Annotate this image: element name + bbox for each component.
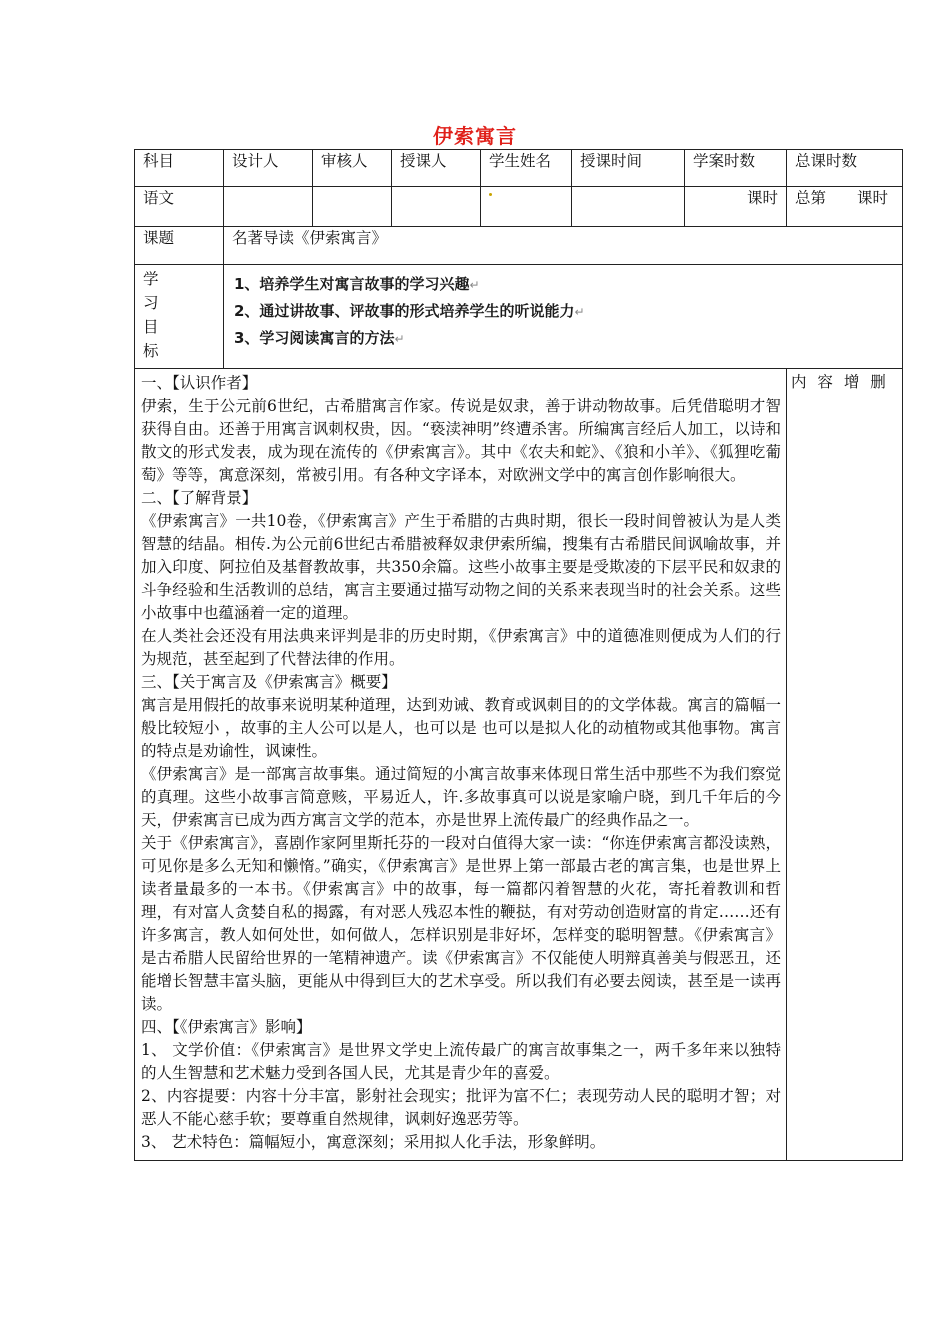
section-paragraph: 伊索，生于公元前6世纪，古希腊寓言作家。传说是奴隶，善于讲动物故事。后凭借聪明才智获得自由。还善于用寓言讽刺权贵，因。“亵渎神明”终遭杀害。所编寓言经后人加工，以诗和散文的形式发表，成为现在流传的《伊索寓言》。其中《农夫和蛇》、《狼和小羊》、《狐狸吃葡萄》等等，寓意深刻，常被引用。有各种文字译本，对欧洲文学中的寓言创作影响很大。 bbox=[141, 397, 781, 484]
topic-label: 课题 bbox=[135, 227, 224, 265]
main-content bbox=[135, 369, 787, 1161]
header-student-name: 学生姓名 bbox=[481, 150, 572, 187]
header-lecturer: 授课人 bbox=[392, 150, 481, 187]
goals-label-char: 标 bbox=[143, 342, 159, 360]
document-title: 伊索寓言 bbox=[433, 124, 517, 148]
goal-item: 1、培养学生对寓言故事的学习兴趣↵ bbox=[234, 275, 480, 293]
return-mark: ↵ bbox=[574, 305, 585, 319]
section-paragraph: 《伊索寓言》一共10卷，《伊索寓言》产生于希腊的古典时期，很长一段时间曾被认为是人类智慧的结晶。相传.为公元前6世纪古希腊被释奴隶伊索所编，搜集有古希腊民间讽喻故事，并加入印度、阿拉伯及基督教故事，共350余篇。这些小故事主要是受欺凌的下层平民和奴隶的斗争经验和生活教训的总结，寓言主要通过描写动物之间的关系来表现当时的社会关系。这些小故事中也蕴涵着一定的道理。 bbox=[141, 512, 781, 622]
plan-hours-cell bbox=[685, 187, 787, 227]
goals-label-char: 学 bbox=[143, 270, 159, 288]
side-notes-column: 内 容 增 删 bbox=[787, 369, 903, 1161]
reviewer-cell bbox=[313, 187, 392, 227]
section-paragraph: 3、 艺术特色：篇幅短小，寓意深刻；采用拟人化手法，形象鲜明。 bbox=[141, 1133, 606, 1151]
lecture-time-cell bbox=[572, 187, 685, 227]
hours-unit: 课时 bbox=[746, 189, 778, 207]
lesson-plan-table bbox=[134, 149, 903, 1161]
return-mark: ↵ bbox=[469, 278, 480, 292]
info-row bbox=[135, 187, 903, 227]
goals-list bbox=[232, 271, 894, 352]
header-designer: 设计人 bbox=[224, 150, 313, 187]
goal-item: 2、通过讲故事、评故事的形式培养学生的听说能力↵ bbox=[234, 302, 585, 320]
header-lecture-time: 授课时间 bbox=[572, 150, 685, 187]
section-paragraph: 1、 文学价值：《伊索寓言》是世界文学史上流传最广的寓言故事集之一，两千多年来以独特的人生智慧和艺术魅力受到各国人民，尤其是青少年的喜爱。 bbox=[141, 1041, 781, 1082]
section-paragraph: 在人类社会还没有用法典来评判是非的历史时期，《伊索寓言》中的道德准则便成为人们的行为规范，甚至起到了代替法律的作用。 bbox=[141, 627, 781, 668]
header-subject: 科目 bbox=[135, 150, 224, 187]
section-heading: 二、【了解背景】 bbox=[141, 489, 258, 507]
goals-content bbox=[224, 265, 903, 369]
main-content-row bbox=[135, 369, 903, 1161]
header-reviewer: 审核人 bbox=[313, 150, 392, 187]
section-heading: 四、【《伊索寓言》影响】 bbox=[141, 1018, 312, 1036]
section-heading: 一、【认识作者】 bbox=[141, 374, 258, 392]
section-paragraph: 寓言是用假托的故事来说明某种道理，达到劝诫、教育或讽刺目的的文学体裁。寓言的篇幅一般比较短小 ，故事的主人公可以是人，也可以是 也可以是拟人化的动植物或其他事物。寓言的特点是劝谕性，讽谏性。 bbox=[141, 696, 781, 760]
goals-row bbox=[135, 265, 903, 369]
section-paragraph: 2、内容提要：内容十分丰富，影射社会现实；批评为富不仁；表现劳动人民的聪明才智；对恶人不能心慈手软；要尊重自然规律，讽刺好逸恶劳等。 bbox=[141, 1087, 781, 1128]
topic-value: 名著导读《伊索寓言》 bbox=[224, 227, 903, 265]
goals-label-char: 目 bbox=[143, 318, 159, 336]
return-mark: ↵ bbox=[394, 332, 405, 346]
designer-cell bbox=[224, 187, 313, 227]
goals-label bbox=[135, 265, 224, 369]
header-row bbox=[135, 150, 903, 187]
section-heading: 三、【关于寓言及《伊索寓言》概要】 bbox=[141, 673, 397, 691]
section-paragraph: 《伊索寓言》是一部寓言故事集。通过简短的小寓言故事来体现日常生活中那些不为我们察觉的真理。这些小故事言简意赅，平易近人，许.多故事真可以说是家喻户晓，到几千年后的今天，伊索寓言已成为西方寓言文学的范本，亦是世界上流传最广的经典作品之一。 bbox=[141, 765, 781, 829]
goal-item: 3、学习阅读寓言的方法↵ bbox=[234, 329, 405, 347]
header-plan-hours: 学案时数 bbox=[685, 150, 787, 187]
section-paragraph: 关于《伊索寓言》，喜剧作家阿里斯托芬的一段对白值得大家一读：“你连伊索寓言都没读熟，可见你是多么无知和懒惰。”确实，《伊索寓言》是世界上第一部最古老的寓言集，也是世界上读者量最多的一本书。《伊索寓言》中的故事，每一篇都闪着智慧的火花，寄托着教训和哲理，有对富人贪婪自私的揭露，有对恶人残忍本性的鞭挞，有对劳动创造财富的肯定……还有许多寓言，教人如何处世，如何做人，怎样识别是非好坏，怎样变的聪明智慧。《伊索寓言》是古希腊人民留给世界的一笔精神遗产。读《伊索寓言》不仅能使人明辩真善美与假恶丑，还能增长智慧丰富头脑，更能从中得到巨大的艺术享受。所以我们有必要去阅读，甚至是一读再读。 bbox=[141, 834, 781, 1013]
goals-label-char: 习 bbox=[143, 294, 159, 312]
student-name-cell bbox=[481, 187, 572, 227]
subject-value: 语文 bbox=[135, 187, 224, 227]
lecturer-cell bbox=[392, 187, 481, 227]
header-total-hours: 总课时数 bbox=[787, 150, 903, 187]
total-hours-cell: 总第 课时 bbox=[787, 187, 903, 227]
stray-dot bbox=[489, 193, 492, 196]
topic-row bbox=[135, 227, 903, 265]
